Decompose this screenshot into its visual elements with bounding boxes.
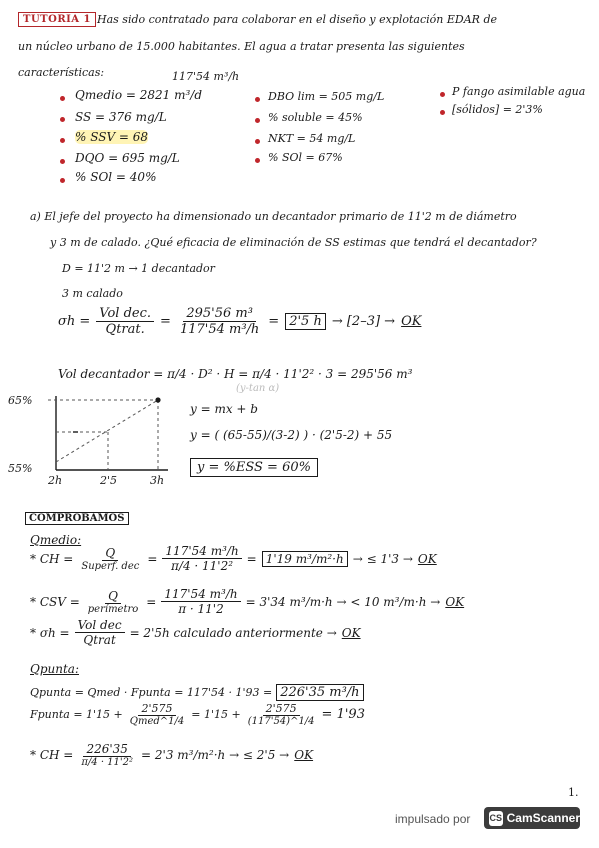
page-number: 1. xyxy=(568,786,579,799)
ch-formula: * CH = $\frac{Q}{\text{Superf. dec}}$ = $\frac{\text{117'54 m³/h}}{\text{π/4 · 11'2²}}$ = 1'19 m³/m²·h → ≤ 1'3 → OK xyxy=(30,544,437,573)
footer-text: impulsado por xyxy=(395,812,471,826)
char-fango: P fango asimilable agua xyxy=(452,85,586,98)
trh-result: 2'5 h xyxy=(285,313,326,330)
statement-line-2: un núcleo urbano de 15.000 habitantes. El agua a tratar presenta las siguientes xyxy=(18,40,465,53)
fpunta-formula: Fpunta = 1'15 + $\frac{2'575}{\text{Qmed\textasciicircum{}1/4}}$ = 1'15 + $\frac{2'575}{(117'54)\^{}1/4}$ = 1'93 xyxy=(30,702,365,727)
char-ssv: % SSV = 68 xyxy=(75,130,149,144)
linear-eq-1: y = mx + b xyxy=(190,402,258,416)
bullet-icon xyxy=(440,110,445,115)
char-nkt: NKT = 54 mg/L xyxy=(268,132,356,145)
graph-y-top: 65% xyxy=(8,394,33,407)
char-dqo: DQO = 695 mg/L xyxy=(75,151,180,165)
graph-x-tick-3: 3h xyxy=(150,474,165,487)
question-a-line-1: a) El jefe del proyecto ha dimensionado un decantador primario de 11'2 m de diámetro xyxy=(30,210,517,223)
trh-formula: σh = $\frac{\text{Vol dec.}}{\text{Qtrat.}}$ = $\frac{\text{295'56 m³}}{\text{117'54 m³/h}}$ = 2'5 h → [2–3] → OK xyxy=(58,306,422,337)
bullet-icon xyxy=(440,92,445,97)
volume-formula: Vol decantador = π/4 · D² · H = π/4 · 11'2² · 3 = 295'56 m³ xyxy=(58,367,413,381)
tutoria-tag: TUTORIA 1 xyxy=(18,12,96,27)
given-depth: 3 m calado xyxy=(62,287,123,300)
char-dbo: DBO lim = 505 mg/L xyxy=(268,90,385,103)
bullet-icon xyxy=(255,118,260,123)
check-title: COMPROBAMOS xyxy=(25,512,129,525)
volume-faded-note: (y-tan α) xyxy=(236,383,280,394)
bullet-icon xyxy=(255,158,260,163)
camscanner-brand: CamScanner xyxy=(506,811,580,825)
graph-x-tick-2: 2'5 xyxy=(100,474,118,487)
statement-line-3: características: xyxy=(18,66,105,79)
trh-ok: OK xyxy=(401,314,422,329)
trh-check: * σh = $\frac{\text{Vol dec}}{\text{Qtrat}}$ = 2'5h calculado anteriormente → OK xyxy=(30,618,361,647)
bullet-icon xyxy=(60,138,65,143)
bullet-icon xyxy=(255,139,260,144)
ch-result: 1'19 m³/m²·h xyxy=(262,551,348,567)
given-diameter: D = 11'2 m → 1 decantador xyxy=(62,262,215,275)
bullet-icon xyxy=(60,178,65,183)
char-qmedio: Qmedio = 2821 m³/d xyxy=(75,88,203,102)
qpunta-result: 226'35 m³/h xyxy=(276,684,363,701)
char-soluble: % soluble = 45% xyxy=(268,111,363,124)
graph-x-tick-1: 2h xyxy=(48,474,63,487)
camscanner-logo xyxy=(484,807,580,829)
ess-result: y = %ESS = 60% xyxy=(190,458,318,477)
bullet-icon xyxy=(60,159,65,164)
char-ss: SS = 376 mg/L xyxy=(75,110,167,124)
question-a-line-2: y 3 m de calado. ¿Qué eficacia de eliminación de SS estimas que tendrá el decantador? xyxy=(50,236,537,249)
char-sol-1: % SOl = 40% xyxy=(75,170,157,184)
ch-punta-formula: * CH = $\frac{226'35}{\text{π/4 · 11'2²}}$ = 2'3 m³/m²·h → ≤ 2'5 → OK xyxy=(30,742,314,768)
qpunta-formula: Qpunta = Qmed · Fpunta = 117'54 · 1'93 = 226'35 m³/h xyxy=(30,684,364,701)
bullet-icon xyxy=(60,117,65,122)
char-sol-2: % SOl = 67% xyxy=(268,151,343,164)
graph-y-bottom: 55% xyxy=(8,462,33,475)
csv-formula: * CSV = $\frac{Q}{\text{perímetro}}$ = $\frac{\text{117'54 m³/h}}{\pi \cdot 11'2}$ = 3'34 m³/m·h → < 10 m³/m·h → OK xyxy=(30,587,465,616)
qpunta-heading: Qpunta: xyxy=(30,662,79,676)
statement-line-1: Has sido contratado para colaborar en el diseño y explotación EDAR de xyxy=(97,13,497,26)
camscanner-icon: CS xyxy=(489,811,503,826)
bullet-icon xyxy=(60,96,65,101)
qmedio-note: 117'54 m³/h xyxy=(172,70,240,83)
bullet-icon xyxy=(255,97,260,102)
linear-eq-2: y = ( (65-55)/(3-2) ) · (2'5-2) + 55 xyxy=(190,428,393,442)
char-solidos: [sólidos] = 2'3% xyxy=(452,103,543,116)
qmedio-heading: Qmedio: xyxy=(30,533,82,547)
